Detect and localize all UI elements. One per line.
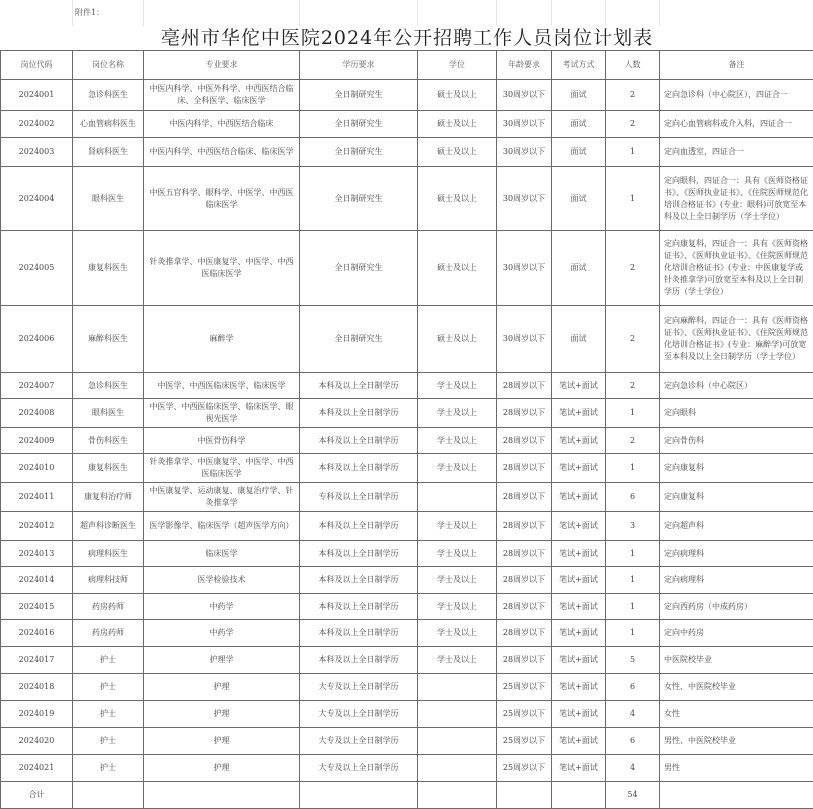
total-row bbox=[1, 782, 813, 809]
cell-code: 2024006 bbox=[1, 306, 73, 373]
cell-major: 针灸推拿学、中医康复学、中医学、中西医临床医学 bbox=[144, 231, 300, 306]
cell-name: 麻醉科医生 bbox=[73, 306, 144, 373]
cell-exam: 笔试+面试 bbox=[552, 567, 606, 594]
cell-education: 大专及以上全日制学历 bbox=[300, 728, 418, 755]
table-row bbox=[1, 231, 813, 306]
cell-degree: 学士及以上 bbox=[418, 567, 497, 594]
cell-major: 中医学、中西医临床医学、临床医学 bbox=[144, 373, 300, 399]
cell-name: 眼科医生 bbox=[73, 167, 144, 231]
cell-major: 中医康复学、运动康复、康复治疗学、针灸推拿学 bbox=[144, 483, 300, 512]
cell-count: 1 bbox=[606, 620, 660, 647]
cell-exam: 面试 bbox=[552, 167, 606, 231]
cell-count: 2 bbox=[606, 306, 660, 373]
cell-name: 护士 bbox=[73, 674, 144, 701]
table-row bbox=[1, 512, 813, 541]
cell-count: 1 bbox=[606, 567, 660, 594]
cell-degree: 学士及以上 bbox=[418, 373, 497, 399]
cell-count: 2 bbox=[606, 428, 660, 454]
cell-age: 25周岁以下 bbox=[497, 728, 552, 755]
cell-code: 2024012 bbox=[1, 512, 73, 541]
cell-code: 2024001 bbox=[1, 80, 73, 111]
cell-exam: 笔试+面试 bbox=[552, 512, 606, 541]
cell-code: 2024016 bbox=[1, 620, 73, 647]
cell-major: 中医内科学、中西医结合临床 bbox=[144, 111, 300, 138]
cell-remark: 定向眼科，四证合一：具有《医师资格证书》、《医师执业证书》、《住院医师规范化培训合格证书》(专业：眼科)可放宽至本科及以上全日制学历（学士学位） bbox=[660, 167, 813, 231]
cell-degree bbox=[418, 728, 497, 755]
cell-remark: 女性 bbox=[660, 701, 813, 728]
cell-education: 专科及以上全日制学历 bbox=[300, 483, 418, 512]
header-count: 人数 bbox=[606, 51, 660, 80]
cell-major: 护理 bbox=[144, 728, 300, 755]
cell-degree: 学士及以上 bbox=[418, 512, 497, 541]
cell-education: 本科及以上全日制学历 bbox=[300, 399, 418, 428]
cell-major: 中药学 bbox=[144, 620, 300, 647]
cell-degree: 硕士及以上 bbox=[418, 231, 497, 306]
cell-name: 病理科医生 bbox=[73, 541, 144, 567]
cell-code: 2024007 bbox=[1, 373, 73, 399]
cell-age: 28周岁以下 bbox=[497, 594, 552, 620]
cell-age: 28周岁以下 bbox=[497, 647, 552, 674]
cell-degree: 学士及以上 bbox=[418, 399, 497, 428]
cell-remark: 定向急诊科（中心院区） bbox=[660, 373, 813, 399]
table-row bbox=[1, 620, 813, 647]
attachment-row bbox=[1, 0, 813, 26]
cell-education: 本科及以上全日制学历 bbox=[300, 567, 418, 594]
cell-exam: 笔试+面试 bbox=[552, 399, 606, 428]
cell-education: 全日制研究生 bbox=[300, 306, 418, 373]
cell-code: 2024011 bbox=[1, 483, 73, 512]
cell-major: 麻醉学 bbox=[144, 306, 300, 373]
cell-major: 护理 bbox=[144, 701, 300, 728]
cell-count: 3 bbox=[606, 512, 660, 541]
table-row bbox=[1, 306, 813, 373]
cell-remark: 定向病理科 bbox=[660, 541, 813, 567]
cell-education: 全日制研究生 bbox=[300, 231, 418, 306]
cell-exam: 笔试+面试 bbox=[552, 483, 606, 512]
table-row bbox=[1, 111, 813, 138]
cell-remark: 定向西药房（中成药房） bbox=[660, 594, 813, 620]
cell-code: 2024015 bbox=[1, 594, 73, 620]
cell-degree: 硕士及以上 bbox=[418, 138, 497, 167]
title-row bbox=[1, 26, 813, 51]
cell-major: 医学检验技术 bbox=[144, 567, 300, 594]
header-major: 专业要求 bbox=[144, 51, 300, 80]
cell-exam: 笔试+面试 bbox=[552, 594, 606, 620]
header-education: 学历要求 bbox=[300, 51, 418, 80]
cell-age: 28周岁以下 bbox=[497, 541, 552, 567]
header-row bbox=[1, 51, 813, 80]
cell-name: 心血管病科医生 bbox=[73, 111, 144, 138]
cell-age: 30周岁以下 bbox=[497, 80, 552, 111]
cell-name: 骨伤科医生 bbox=[73, 428, 144, 454]
cell-degree: 硕士及以上 bbox=[418, 111, 497, 138]
cell-remark: 定向眼科 bbox=[660, 399, 813, 428]
cell-name: 康复科医生 bbox=[73, 231, 144, 306]
cell-count: 1 bbox=[606, 541, 660, 567]
cell-name: 眼科医生 bbox=[73, 399, 144, 428]
cell-name: 康复科医生 bbox=[73, 454, 144, 483]
cell-remark: 定向中药房 bbox=[660, 620, 813, 647]
cell-major: 中医学、中西医临床医学、临床医学、眼视光医学 bbox=[144, 399, 300, 428]
cell-degree: 学士及以上 bbox=[418, 541, 497, 567]
cell-name: 护士 bbox=[73, 647, 144, 674]
cell-count: 1 bbox=[606, 138, 660, 167]
cell-major: 护理 bbox=[144, 755, 300, 782]
cell-age: 28周岁以下 bbox=[497, 454, 552, 483]
cell-age: 28周岁以下 bbox=[497, 373, 552, 399]
cell-remark: 定向心血管病科或介入科，四证合一 bbox=[660, 111, 813, 138]
cell-exam: 笔试+面试 bbox=[552, 728, 606, 755]
cell-code: 2024002 bbox=[1, 111, 73, 138]
cell-degree bbox=[418, 701, 497, 728]
cell-count: 4 bbox=[606, 701, 660, 728]
cell-exam: 笔试+面试 bbox=[552, 674, 606, 701]
cell-name: 急诊科医生 bbox=[73, 80, 144, 111]
table-row bbox=[1, 647, 813, 674]
cell-major: 医学影像学、临床医学（超声医学方向） bbox=[144, 512, 300, 541]
cell-education: 本科及以上全日制学历 bbox=[300, 454, 418, 483]
cell-name: 药房药师 bbox=[73, 620, 144, 647]
cell-name: 病理科技师 bbox=[73, 567, 144, 594]
attachment-label: 附件1： bbox=[73, 0, 144, 26]
table-row bbox=[1, 541, 813, 567]
cell-count: 5 bbox=[606, 647, 660, 674]
header-age: 年龄要求 bbox=[497, 51, 552, 80]
cell-education: 本科及以上全日制学历 bbox=[300, 647, 418, 674]
cell-degree: 学士及以上 bbox=[418, 647, 497, 674]
cell-age: 25周岁以下 bbox=[497, 755, 552, 782]
cell-degree bbox=[418, 674, 497, 701]
cell-degree bbox=[418, 483, 497, 512]
header-name: 岗位名称 bbox=[73, 51, 144, 80]
cell-count: 2 bbox=[606, 373, 660, 399]
cell-name: 护士 bbox=[73, 728, 144, 755]
table-row bbox=[1, 428, 813, 454]
header-exam: 考试方式 bbox=[552, 51, 606, 80]
cell-exam: 笔试+面试 bbox=[552, 701, 606, 728]
cell-degree: 硕士及以上 bbox=[418, 80, 497, 111]
cell-remark: 定向康复科，四证合一：具有《医师资格证书》、《医师执业证书》、《住院医师规范化培训合格证书》(专业：中医康复学或针灸推拿学)可放宽至本科及以上全日制学历（学士学位） bbox=[660, 231, 813, 306]
cell-count: 1 bbox=[606, 167, 660, 231]
cell-education: 本科及以上全日制学历 bbox=[300, 512, 418, 541]
cell-degree: 硕士及以上 bbox=[418, 306, 497, 373]
cell-degree: 硕士及以上 bbox=[418, 167, 497, 231]
cell-exam: 笔试+面试 bbox=[552, 541, 606, 567]
table-row bbox=[1, 399, 813, 428]
cell-remark: 男性 bbox=[660, 755, 813, 782]
header-degree: 学位 bbox=[418, 51, 497, 80]
cell-name: 护士 bbox=[73, 755, 144, 782]
cell-major: 护理学 bbox=[144, 647, 300, 674]
cell-age: 28周岁以下 bbox=[497, 512, 552, 541]
cell-remark: 定向血透室，四证合一 bbox=[660, 138, 813, 167]
table-row bbox=[1, 80, 813, 111]
cell-exam: 面试 bbox=[552, 111, 606, 138]
cell-major: 中医五官科学、眼科学、中医学、中西医临床医学 bbox=[144, 167, 300, 231]
cell-code: 2024003 bbox=[1, 138, 73, 167]
cell-education: 全日制研究生 bbox=[300, 138, 418, 167]
cell-major: 临床医学 bbox=[144, 541, 300, 567]
cell-count: 1 bbox=[606, 399, 660, 428]
cell-major: 针灸推拿学、中医康复学、中医学、中西医临床医学 bbox=[144, 454, 300, 483]
cell-age: 28周岁以下 bbox=[497, 567, 552, 594]
cell-age: 28周岁以下 bbox=[497, 483, 552, 512]
table-row bbox=[1, 728, 813, 755]
cell-count: 2 bbox=[606, 111, 660, 138]
cell-code: 2024013 bbox=[1, 541, 73, 567]
cell-name: 护士 bbox=[73, 701, 144, 728]
cell-exam: 面试 bbox=[552, 231, 606, 306]
cell-degree: 学士及以上 bbox=[418, 454, 497, 483]
table-row bbox=[1, 674, 813, 701]
table-row bbox=[1, 167, 813, 231]
cell-age: 30周岁以下 bbox=[497, 111, 552, 138]
cell-count: 1 bbox=[606, 454, 660, 483]
cell-education: 全日制研究生 bbox=[300, 167, 418, 231]
cell-code: 2024009 bbox=[1, 428, 73, 454]
cell-code: 2024008 bbox=[1, 399, 73, 428]
cell-code: 2024004 bbox=[1, 167, 73, 231]
total-label: 合计 bbox=[1, 782, 73, 809]
table-body bbox=[1, 80, 813, 782]
cell-age: 28周岁以下 bbox=[497, 399, 552, 428]
cell-name: 肾病科医生 bbox=[73, 138, 144, 167]
table-row bbox=[1, 594, 813, 620]
cell-education: 大专及以上全日制学历 bbox=[300, 701, 418, 728]
cell-exam: 面试 bbox=[552, 306, 606, 373]
cell-education: 本科及以上全日制学历 bbox=[300, 594, 418, 620]
cell-name: 药房药师 bbox=[73, 594, 144, 620]
cell-name: 康复科治疗师 bbox=[73, 483, 144, 512]
cell-count: 6 bbox=[606, 483, 660, 512]
cell-code: 2024017 bbox=[1, 647, 73, 674]
table-row bbox=[1, 567, 813, 594]
cell-degree: 学士及以上 bbox=[418, 594, 497, 620]
cell-count: 1 bbox=[606, 594, 660, 620]
cell-age: 28周岁以下 bbox=[497, 428, 552, 454]
cell-code: 2024005 bbox=[1, 231, 73, 306]
cell-major: 中医骨伤科学 bbox=[144, 428, 300, 454]
cell-code: 2024020 bbox=[1, 728, 73, 755]
cell-age: 30周岁以下 bbox=[497, 231, 552, 306]
table-row bbox=[1, 373, 813, 399]
header-code: 岗位代码 bbox=[1, 51, 73, 80]
table-row bbox=[1, 138, 813, 167]
cell-age: 30周岁以下 bbox=[497, 167, 552, 231]
cell-name: 超声科诊断医生 bbox=[73, 512, 144, 541]
cell-code: 2024010 bbox=[1, 454, 73, 483]
cell-exam: 笔试+面试 bbox=[552, 647, 606, 674]
cell-education: 全日制研究生 bbox=[300, 111, 418, 138]
cell-education: 本科及以上全日制学历 bbox=[300, 541, 418, 567]
cell-exam: 笔试+面试 bbox=[552, 620, 606, 647]
cell-remark: 定向康复科 bbox=[660, 483, 813, 512]
cell-code: 2024014 bbox=[1, 567, 73, 594]
cell-education: 本科及以上全日制学历 bbox=[300, 373, 418, 399]
cell-age: 25周岁以下 bbox=[497, 701, 552, 728]
cell-education: 全日制研究生 bbox=[300, 80, 418, 111]
cell-remark: 定向骨伤科 bbox=[660, 428, 813, 454]
cell-major: 中医内科学、中西医结合临床、临床医学 bbox=[144, 138, 300, 167]
table-row bbox=[1, 755, 813, 782]
cell-count: 4 bbox=[606, 755, 660, 782]
cell-education: 本科及以上全日制学历 bbox=[300, 620, 418, 647]
cell-count: 2 bbox=[606, 231, 660, 306]
cell-remark: 定向超声科 bbox=[660, 512, 813, 541]
cell-age: 28周岁以下 bbox=[497, 620, 552, 647]
cell-degree: 学士及以上 bbox=[418, 620, 497, 647]
cell-remark: 女性、中医院校毕业 bbox=[660, 674, 813, 701]
cell-exam: 笔试+面试 bbox=[552, 755, 606, 782]
cell-exam: 笔试+面试 bbox=[552, 373, 606, 399]
table-row bbox=[1, 454, 813, 483]
cell-exam: 笔试+面试 bbox=[552, 428, 606, 454]
table-row bbox=[1, 701, 813, 728]
cell-code: 2024021 bbox=[1, 755, 73, 782]
cell-degree: 学士及以上 bbox=[418, 428, 497, 454]
cell-exam: 笔试+面试 bbox=[552, 454, 606, 483]
cell-education: 大专及以上全日制学历 bbox=[300, 755, 418, 782]
cell-count: 6 bbox=[606, 674, 660, 701]
cell-code: 2024019 bbox=[1, 701, 73, 728]
cell-remark: 定向康复科 bbox=[660, 454, 813, 483]
cell-education: 本科及以上全日制学历 bbox=[300, 428, 418, 454]
cell-major: 护理 bbox=[144, 674, 300, 701]
cell-exam: 面试 bbox=[552, 80, 606, 111]
table-row bbox=[1, 483, 813, 512]
total-count: 54 bbox=[606, 782, 660, 809]
cell-remark: 定向急诊科（中心院区），四证合一 bbox=[660, 80, 813, 111]
cell-education: 大专及以上全日制学历 bbox=[300, 674, 418, 701]
cell-name: 急诊科医生 bbox=[73, 373, 144, 399]
cell-remark: 定向麻醉科，四证合一：具有《医师资格证书》、《医师执业证书》、《住院医师规范化培训合格证书》(专业：麻醉学)可放宽至本科及以上全日制学历（学士学位） bbox=[660, 306, 813, 373]
cell-age: 25周岁以下 bbox=[497, 674, 552, 701]
cell-remark: 中医院校毕业 bbox=[660, 647, 813, 674]
cell-count: 2 bbox=[606, 80, 660, 111]
cell-exam: 面试 bbox=[552, 138, 606, 167]
page-title: 亳州市华佗中医院2024年公开招聘工作人员岗位计划表 bbox=[1, 26, 813, 51]
header-remark: 备注 bbox=[660, 51, 813, 80]
cell-remark: 男性、中医院校毕业 bbox=[660, 728, 813, 755]
cell-count: 6 bbox=[606, 728, 660, 755]
cell-remark: 定向病理科 bbox=[660, 567, 813, 594]
cell-age: 30周岁以下 bbox=[497, 138, 552, 167]
cell-age: 30周岁以下 bbox=[497, 306, 552, 373]
cell-code: 2024018 bbox=[1, 674, 73, 701]
cell-degree bbox=[418, 755, 497, 782]
cell-major: 中医内科学、中医外科学、中西医结合临床、全科医学、临床医学 bbox=[144, 80, 300, 111]
cell-major: 中药学 bbox=[144, 594, 300, 620]
